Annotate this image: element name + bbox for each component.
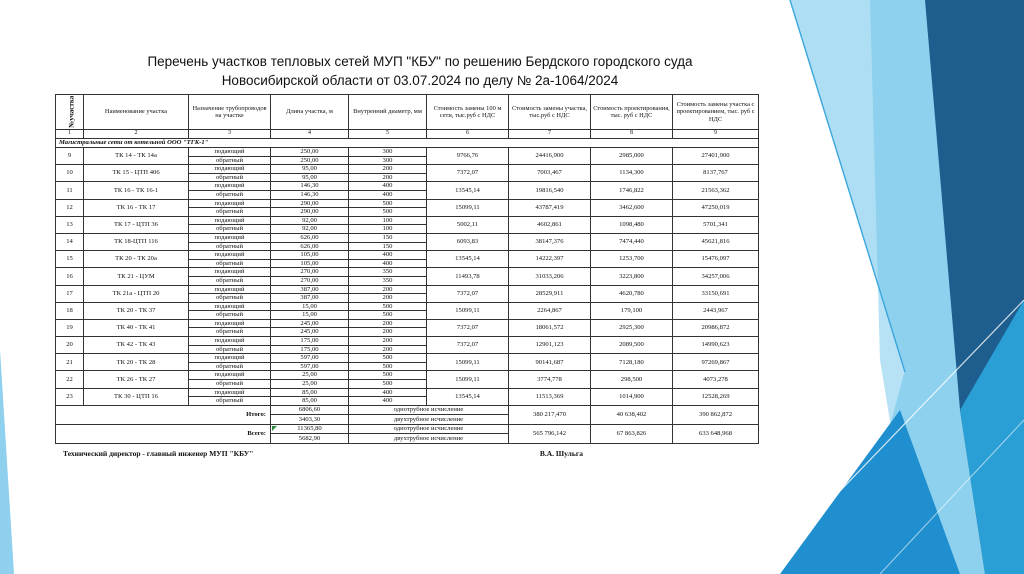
row-name: ТК 20 - ТК 28 [84, 354, 189, 371]
row-number: 13 [56, 216, 84, 233]
row-diameter-supply: 500 [349, 199, 427, 208]
row-cost-per100: 7372,07 [427, 337, 509, 354]
itogo-row-1 [56, 405, 759, 415]
col-number: 9 [673, 130, 759, 139]
row-cost-design: 179,100 [591, 302, 673, 319]
col-number: 8 [591, 130, 673, 139]
row-cost-design: 7128,180 [591, 354, 673, 371]
row-cost-per100: 9766,76 [427, 148, 509, 165]
row-diameter-return: 400 [349, 397, 427, 406]
row-diameter-return: 500 [349, 362, 427, 371]
itogo-cost-section: 380 217,470 [509, 405, 591, 424]
column-number-row [56, 130, 759, 139]
row-cost-per100: 7372,07 [427, 285, 509, 302]
header-cost-section: Стоимость замены участка, тыс.руб с НДС [509, 95, 591, 130]
scanned-table-sheet [55, 94, 760, 504]
row-cost-section: 11513,369 [509, 388, 591, 405]
row-purpose-supply: подающий [189, 302, 271, 311]
row-number: 19 [56, 319, 84, 336]
signature-position: Технический директор - главный инженер МУП "КБУ" [63, 448, 254, 458]
row-diameter-return: 500 [349, 311, 427, 320]
table-row [56, 165, 759, 174]
row-number: 23 [56, 388, 84, 405]
table-row [56, 199, 759, 208]
row-length-return: 175,00 [271, 345, 349, 354]
row-length-supply: 597,00 [271, 354, 349, 363]
row-name: ТК 30 - ЦТП 16 [84, 388, 189, 405]
row-diameter-supply: 500 [349, 302, 427, 311]
col-number: 4 [271, 130, 349, 139]
row-cost-total: 21563,362 [673, 182, 759, 199]
header-num: №участка [56, 95, 84, 130]
row-length-return: 250,00 [271, 156, 349, 165]
row-number: 10 [56, 165, 84, 182]
header-purpose: Назначение трубопроводов на участке [189, 95, 271, 130]
row-length-supply: 626,00 [271, 233, 349, 242]
row-name: ТК 21а - ЦТП 20 [84, 285, 189, 302]
row-purpose-return: обратный [189, 242, 271, 251]
row-cost-total: 8137,767 [673, 165, 759, 182]
document-title [90, 52, 750, 90]
header-diameter: Внутренний диаметр, мм [349, 95, 427, 130]
row-diameter-return: 500 [349, 208, 427, 217]
row-purpose-return: обратный [189, 294, 271, 303]
row-cost-design: 298,500 [591, 371, 673, 388]
vsego-cost-total: 633 648,968 [673, 424, 759, 443]
vsego-label: Всего: [56, 424, 271, 443]
row-length-supply: 95,00 [271, 165, 349, 174]
row-number: 12 [56, 199, 84, 216]
row-name: ТК 21 - ЦУМ [84, 268, 189, 285]
col-number: 1 [56, 130, 84, 139]
row-cost-section: 2264,867 [509, 302, 591, 319]
row-cost-per100: 11493,78 [427, 268, 509, 285]
row-diameter-supply: 350 [349, 268, 427, 277]
excel-comment-marker [272, 426, 277, 431]
row-purpose-supply: подающий [189, 251, 271, 260]
title-line-1: Перечень участков тепловых сетей МУП "КБУ" по решению Бердского городского суда [147, 54, 693, 69]
row-cost-total: 47250,019 [673, 199, 759, 216]
row-diameter-return: 150 [349, 242, 427, 251]
row-diameter-supply: 400 [349, 388, 427, 397]
row-number: 16 [56, 268, 84, 285]
row-length-supply: 290,00 [271, 199, 349, 208]
row-number: 14 [56, 233, 84, 250]
row-cost-design: 2089,500 [591, 337, 673, 354]
row-name: ТК 40 - ТК 41 [84, 319, 189, 336]
row-cost-total: 34257,006 [673, 268, 759, 285]
row-cost-design: 1134,300 [591, 165, 673, 182]
table-row [56, 337, 759, 346]
title-line-2: Новосибирской области от 03.07.2024 по делу № 2а-1064/2024 [221, 73, 619, 88]
row-purpose-return: обратный [189, 380, 271, 389]
table-row [56, 251, 759, 260]
row-cost-design: 2985,000 [591, 148, 673, 165]
row-diameter-supply: 500 [349, 371, 427, 380]
row-cost-section: 43787,419 [509, 199, 591, 216]
row-length-supply: 250,00 [271, 148, 349, 157]
row-name: ТК 26 - ТК 27 [84, 371, 189, 388]
row-cost-per100: 7372,07 [427, 165, 509, 182]
row-purpose-return: обратный [189, 259, 271, 268]
table-body [56, 148, 759, 406]
row-purpose-return: обратный [189, 208, 271, 217]
row-diameter-supply: 300 [349, 148, 427, 157]
row-purpose-return: обратный [189, 397, 271, 406]
row-diameter-supply: 100 [349, 216, 427, 225]
header-name: Наименование участка [84, 95, 189, 130]
row-cost-section: 90141,687 [509, 354, 591, 371]
table-row [56, 268, 759, 277]
row-length-supply: 387,00 [271, 285, 349, 294]
row-length-return: 85,00 [271, 397, 349, 406]
row-length-supply: 85,00 [271, 388, 349, 397]
section-title-row [56, 139, 759, 148]
row-name: ТК 20 - ТК 37 [84, 302, 189, 319]
row-cost-section: 12901,123 [509, 337, 591, 354]
row-purpose-return: обратный [189, 362, 271, 371]
row-diameter-supply: 400 [349, 182, 427, 191]
vsego-length-two-pipe: 5682,90 [271, 434, 349, 444]
vsego-length-one-pipe-value: 11365,80 [297, 425, 322, 433]
row-purpose-return: обратный [189, 276, 271, 285]
vsego-row-1 [56, 424, 759, 434]
row-cost-section: 4602,861 [509, 216, 591, 233]
row-cost-section: 19816,540 [509, 182, 591, 199]
row-cost-per100: 15099,11 [427, 199, 509, 216]
row-purpose-supply: подающий [189, 285, 271, 294]
row-length-supply: 146,30 [271, 182, 349, 191]
header-cost-per100: Стоимость замены 100 м сети, тыс.руб с НДС [427, 95, 509, 130]
row-cost-per100: 7372,07 [427, 319, 509, 336]
table-row [56, 354, 759, 363]
row-cost-total: 20986,872 [673, 319, 759, 336]
itogo-one-pipe-label: однотрубное исчисление [349, 405, 509, 415]
row-cost-total: 14990,623 [673, 337, 759, 354]
col-number: 7 [509, 130, 591, 139]
row-diameter-supply: 200 [349, 337, 427, 346]
row-length-return: 245,00 [271, 328, 349, 337]
row-cost-per100: 15099,11 [427, 354, 509, 371]
row-name: ТК 16 - ТК 17 [84, 199, 189, 216]
row-purpose-return: обратный [189, 156, 271, 165]
header-cost-design: Стоимость проектирования, тыс. руб с НДС [591, 95, 673, 130]
row-diameter-return: 200 [349, 173, 427, 182]
table-row [56, 371, 759, 380]
row-name: ТК 42 - ТК 43 [84, 337, 189, 354]
row-cost-total: 4073,278 [673, 371, 759, 388]
row-cost-total: 27401,900 [673, 148, 759, 165]
signature-name: В.А. Шульга [539, 448, 583, 458]
vsego-cost-section: 565 796,142 [509, 424, 591, 443]
table-row [56, 302, 759, 311]
table-row [56, 182, 759, 191]
row-diameter-return: 200 [349, 328, 427, 337]
row-purpose-supply: подающий [189, 216, 271, 225]
row-cost-per100: 5002,11 [427, 216, 509, 233]
itogo-length-two-pipe: 3403,30 [271, 415, 349, 425]
row-purpose-supply: подающий [189, 319, 271, 328]
header-row [56, 95, 759, 130]
row-cost-total: 97269,867 [673, 354, 759, 371]
row-cost-section: 18061,572 [509, 319, 591, 336]
row-diameter-supply: 200 [349, 285, 427, 294]
row-purpose-supply: подающий [189, 165, 271, 174]
row-cost-total: 5701,341 [673, 216, 759, 233]
row-cost-per100: 6093,83 [427, 233, 509, 250]
row-cost-per100: 13545,14 [427, 251, 509, 268]
row-cost-design: 1253,700 [591, 251, 673, 268]
row-length-supply: 270,00 [271, 268, 349, 277]
vsego-two-pipe-label: двухтрубное исчисление [349, 434, 509, 444]
row-diameter-return: 200 [349, 345, 427, 354]
row-cost-design: 3462,600 [591, 199, 673, 216]
row-cost-total: 15476,097 [673, 251, 759, 268]
itogo-length-one-pipe: 6806,60 [271, 405, 349, 415]
row-diameter-return: 300 [349, 156, 427, 165]
row-cost-section: 28529,911 [509, 285, 591, 302]
row-purpose-return: обратный [189, 173, 271, 182]
col-number: 5 [349, 130, 427, 139]
row-cost-per100: 13545,14 [427, 388, 509, 405]
vsego-one-pipe-label: однотрубное исчисление [349, 424, 509, 434]
row-name: ТК 20 - ТК 20а [84, 251, 189, 268]
row-length-supply: 92,00 [271, 216, 349, 225]
row-number: 18 [56, 302, 84, 319]
row-cost-per100: 13545,14 [427, 182, 509, 199]
row-cost-section: 24416,900 [509, 148, 591, 165]
row-cost-per100: 15099,11 [427, 371, 509, 388]
row-length-supply: 105,00 [271, 251, 349, 260]
row-diameter-return: 500 [349, 380, 427, 389]
row-diameter-supply: 150 [349, 233, 427, 242]
row-purpose-supply: подающий [189, 371, 271, 380]
row-name: ТК 16 - ТК 16-1 [84, 182, 189, 199]
header-cost-total: Стоимость замены участка с проектированием, тыс. руб с НДС [673, 95, 759, 130]
row-length-return: 597,00 [271, 362, 349, 371]
row-cost-section: 14222,397 [509, 251, 591, 268]
totals-body [56, 405, 759, 443]
row-cost-design: 1014,900 [591, 388, 673, 405]
table-row [56, 233, 759, 242]
table-row [56, 216, 759, 225]
row-purpose-supply: подающий [189, 337, 271, 346]
sections-table [55, 94, 759, 444]
row-length-supply: 175,00 [271, 337, 349, 346]
row-cost-section: 31033,206 [509, 268, 591, 285]
itogo-cost-design: 40 638,402 [591, 405, 673, 424]
row-length-return: 626,00 [271, 242, 349, 251]
row-purpose-supply: подающий [189, 233, 271, 242]
row-length-return: 146,30 [271, 190, 349, 199]
itogo-label: Итого: [56, 405, 271, 424]
row-cost-per100: 15099,11 [427, 302, 509, 319]
row-cost-design: 1746,822 [591, 182, 673, 199]
row-cost-design: 1098,480 [591, 216, 673, 233]
row-number: 22 [56, 371, 84, 388]
row-length-supply: 25,00 [271, 371, 349, 380]
row-purpose-supply: подающий [189, 182, 271, 191]
row-cost-total: 45621,816 [673, 233, 759, 250]
row-number: 17 [56, 285, 84, 302]
row-number: 20 [56, 337, 84, 354]
row-diameter-return: 100 [349, 225, 427, 234]
row-cost-total: 33150,691 [673, 285, 759, 302]
row-length-return: 270,00 [271, 276, 349, 285]
row-cost-design: 7474,440 [591, 233, 673, 250]
row-purpose-supply: подающий [189, 268, 271, 277]
table-row [56, 388, 759, 397]
row-diameter-return: 400 [349, 190, 427, 199]
signature-line [63, 449, 583, 458]
vsego-length-one-pipe [271, 424, 349, 434]
row-cost-section: 3774,778 [509, 371, 591, 388]
row-name: ТК 18-ЦТП 116 [84, 233, 189, 250]
col-number: 6 [427, 130, 509, 139]
row-purpose-return: обратный [189, 328, 271, 337]
row-purpose-return: обратный [189, 225, 271, 234]
table-row [56, 148, 759, 157]
row-purpose-supply: подающий [189, 148, 271, 157]
row-length-return: 387,00 [271, 294, 349, 303]
row-length-return: 105,00 [271, 259, 349, 268]
col-number: 2 [84, 130, 189, 139]
row-number: 15 [56, 251, 84, 268]
header-length: Длина участка, м [271, 95, 349, 130]
row-length-return: 15,00 [271, 311, 349, 320]
row-number: 11 [56, 182, 84, 199]
row-purpose-supply: подающий [189, 199, 271, 208]
section-title: Магистральные сети от котельной ООО "ТГК-1" [56, 139, 759, 148]
table-row [56, 319, 759, 328]
row-diameter-return: 200 [349, 294, 427, 303]
row-purpose-supply: подающий [189, 388, 271, 397]
vsego-cost-design: 67 863,826 [591, 424, 673, 443]
row-length-supply: 245,00 [271, 319, 349, 328]
row-diameter-supply: 200 [349, 165, 427, 174]
row-diameter-supply: 200 [349, 319, 427, 328]
row-name: ТК 15 - ЦТП 406 [84, 165, 189, 182]
row-name: ТК 14 - ТК 14а [84, 148, 189, 165]
row-cost-section: 7003,467 [509, 165, 591, 182]
table-row [56, 285, 759, 294]
row-cost-design: 4620,780 [591, 285, 673, 302]
itogo-two-pipe-label: двухтрубное исчисление [349, 415, 509, 425]
row-diameter-return: 400 [349, 259, 427, 268]
row-cost-design: 3223,800 [591, 268, 673, 285]
row-purpose-return: обратный [189, 345, 271, 354]
row-number: 9 [56, 148, 84, 165]
itogo-cost-total: 390 862,872 [673, 405, 759, 424]
row-length-return: 290,00 [271, 208, 349, 217]
row-purpose-return: обратный [189, 311, 271, 320]
row-diameter-supply: 400 [349, 251, 427, 260]
row-length-return: 92,00 [271, 225, 349, 234]
row-cost-section: 38147,376 [509, 233, 591, 250]
row-purpose-supply: подающий [189, 354, 271, 363]
row-length-return: 25,00 [271, 380, 349, 389]
row-cost-total: 12528,269 [673, 388, 759, 405]
row-number: 21 [56, 354, 84, 371]
row-name: ТК 17 - ЦТП 36 [84, 216, 189, 233]
row-length-supply: 15,00 [271, 302, 349, 311]
row-diameter-supply: 500 [349, 354, 427, 363]
row-purpose-return: обратный [189, 190, 271, 199]
row-cost-total: 2443,967 [673, 302, 759, 319]
row-cost-design: 2925,300 [591, 319, 673, 336]
row-diameter-return: 350 [349, 276, 427, 285]
row-length-return: 95,00 [271, 173, 349, 182]
col-number: 3 [189, 130, 271, 139]
